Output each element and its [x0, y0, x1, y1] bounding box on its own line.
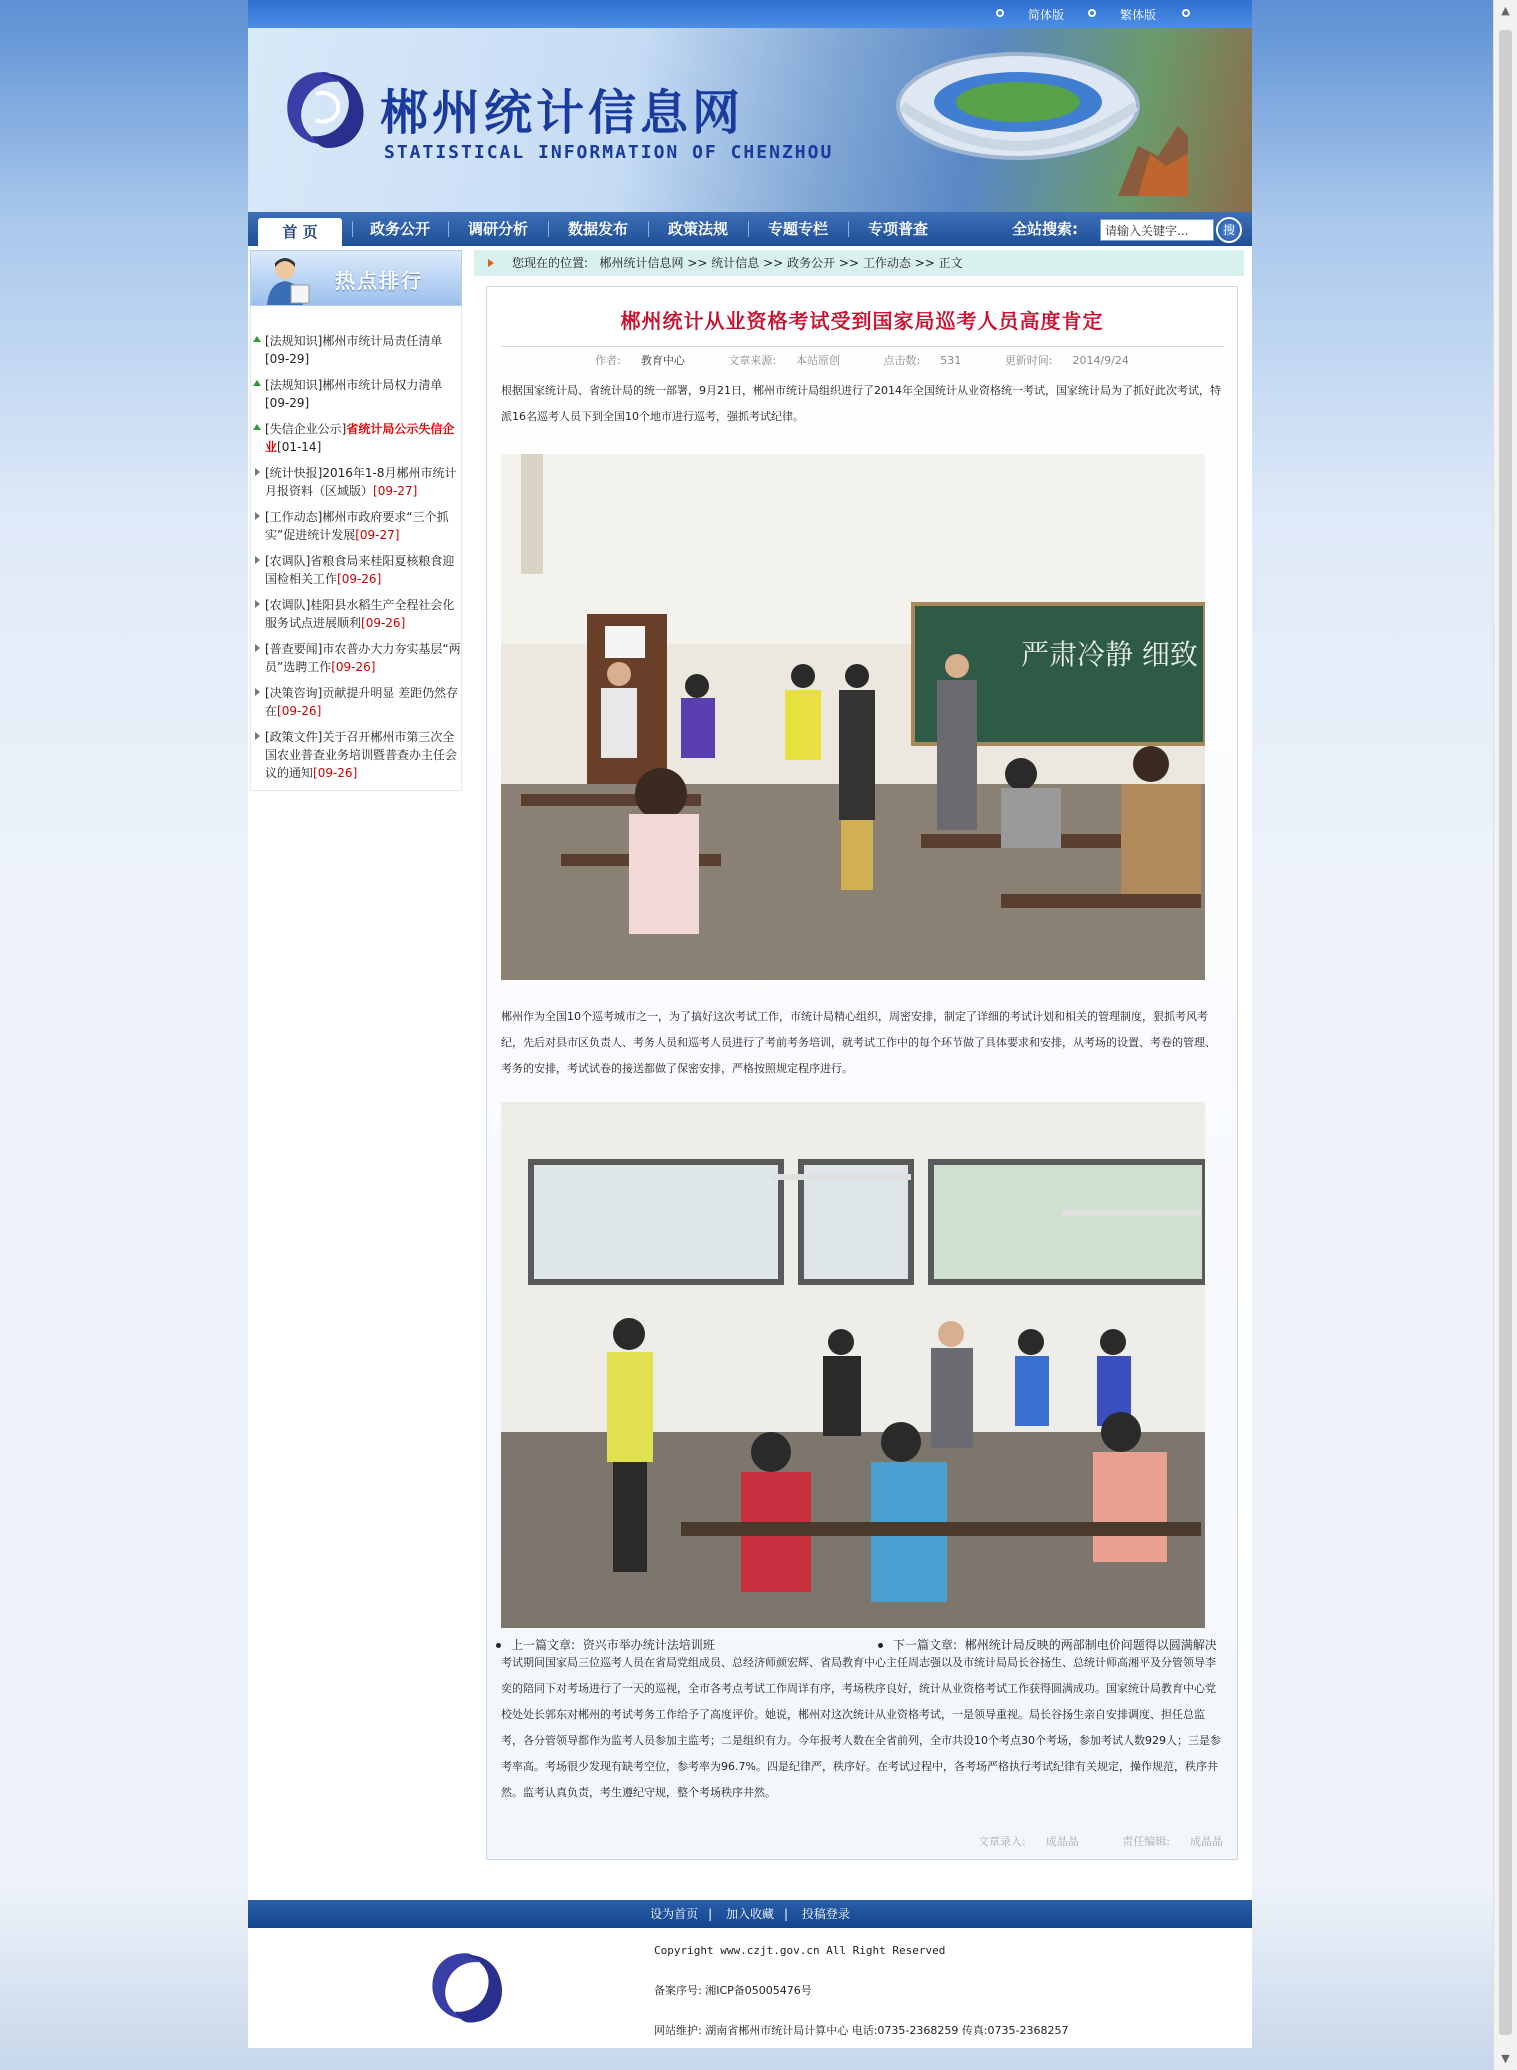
hot-item-text: [农调队]桂阳县水稻生产全程社会化服务试点进展顺利 — [265, 598, 455, 630]
article-editors — [938, 1833, 1223, 1849]
nav-separator — [748, 221, 749, 237]
breadcrumb — [474, 250, 1244, 276]
breadcrumb-prefix: 您现在的位置: — [512, 256, 589, 270]
next-article[interactable] — [878, 1636, 1217, 1653]
hot-list — [250, 306, 462, 791]
lang-simplified-link[interactable]: 简体版 — [1028, 8, 1065, 22]
nav-separator — [548, 221, 549, 237]
hot-list-item[interactable] — [251, 596, 461, 632]
scrollbar[interactable] — [1493, 0, 1517, 2070]
breadcrumb-inner — [512, 250, 963, 276]
content-column — [474, 250, 1244, 1860]
prev-next-nav — [248, 1632, 1252, 1656]
article — [486, 286, 1238, 1860]
breadcrumb-link[interactable]: 郴州统计信息网 — [599, 256, 684, 270]
arrow-right-icon — [255, 556, 260, 564]
hot-list-item[interactable] — [251, 376, 461, 412]
responsible-editor: 成晶晶 — [1190, 1835, 1223, 1848]
hot-item-text: [法规知识]郴州市统计局权力清单 — [265, 378, 443, 392]
hot-item-date: [09-27] — [373, 484, 418, 498]
add-favorite-link[interactable]: 加入收藏 — [725, 1907, 774, 1921]
hot-list-item[interactable] — [251, 420, 461, 456]
prev-label: 上一篇文章: — [511, 1638, 576, 1652]
lang-traditional-link[interactable]: 繁体版 — [1120, 8, 1157, 22]
hot-list-item[interactable] — [251, 684, 461, 720]
trend-up-icon — [253, 424, 261, 430]
nav-item-special-topics[interactable]: 专题专栏 — [767, 220, 828, 238]
editor-label: 责任编辑: — [1122, 1835, 1170, 1848]
nav-item-home[interactable]: 首 页 — [258, 218, 342, 246]
maintenance-text: 网站维护: 湖南省郴州市统计局计算中心 电话:0735-2368259 传真:0735-2368257 — [654, 2024, 1069, 2037]
bullet-icon — [1182, 9, 1190, 17]
page-wrapper — [248, 0, 1252, 2055]
meta-updated: 2014/9/24 — [1072, 354, 1129, 367]
hot-item-text: [农调队]省粮食局来桂阳夏核粮食迎国检相关工作 — [265, 554, 455, 586]
breadcrumb-link[interactable]: 工作动态 — [862, 256, 911, 270]
breadcrumb-sep: >> — [763, 256, 784, 270]
breadcrumb-link[interactable]: 统计信息 — [711, 256, 760, 270]
site-logo-icon — [278, 64, 370, 154]
hot-list-item[interactable] — [251, 728, 461, 782]
search-input[interactable] — [1100, 219, 1214, 241]
blackboard-text: 严肃冷静 细致 — [1021, 638, 1198, 671]
main-nav — [248, 212, 1252, 246]
hot-list-item[interactable] — [251, 640, 461, 676]
nav-item-gov-affairs[interactable]: 政务公开 — [369, 220, 430, 238]
person-icon — [265, 255, 311, 305]
meta-label: 点击数: — [883, 354, 921, 367]
footer — [248, 1928, 1252, 2048]
breadcrumb-link[interactable]: 政务公开 — [787, 256, 836, 270]
hot-item-date: [09-26] — [313, 766, 358, 780]
stadium-graphic-icon — [888, 36, 1188, 196]
article-title: 郴州统计从业资格考试受到国家局巡考人员高度肯定 — [620, 309, 1104, 333]
main-area — [248, 246, 1252, 1906]
article-photo — [501, 1102, 1205, 1628]
arrow-right-icon — [488, 259, 494, 267]
meta-label: 作者: — [595, 354, 621, 367]
nav-separator — [352, 221, 353, 237]
hot-item-text: [法规知识]郴州市统计局责任清单 — [265, 334, 443, 348]
hot-item-date: [09-26] — [277, 704, 322, 718]
hot-list-item[interactable] — [251, 332, 461, 368]
meta-source: 本站原创 — [796, 354, 841, 367]
set-homepage-link[interactable]: 设为首页 — [650, 1907, 699, 1921]
hot-list-item[interactable] — [251, 464, 461, 500]
hot-item-text: [政策文件]关于召开郴州市第三次全国农业普查业务培训暨普查办主任会议的通知 — [265, 730, 458, 780]
arrow-right-icon — [255, 468, 260, 476]
hot-item-date: [09-26] — [331, 660, 376, 674]
bullet-icon — [878, 1643, 883, 1648]
nav-separator — [848, 221, 849, 237]
nav-item-data-release[interactable]: 数据发布 — [567, 220, 628, 238]
search-button[interactable]: 搜 — [1216, 217, 1242, 243]
hot-item-date: [09-26] — [337, 572, 382, 586]
hot-item-highlight: 省统计局公示失信企业 — [265, 422, 455, 454]
meta-label: 更新时间: — [1004, 354, 1053, 367]
bullet-icon — [1088, 9, 1096, 17]
arrow-right-icon — [255, 512, 260, 520]
nav-separator — [648, 221, 649, 237]
prev-link[interactable]: 资兴市举办统计法培训班 — [582, 1638, 715, 1652]
site-subtitle: STATISTICAL INFORMATION OF CHENZHOU — [384, 142, 834, 163]
article-paragraph: 郴州作为全国10个巡考城市之一，为了搞好这次考试工作，市统计局精心组织，周密安排，制定了详细的考试计划和相关的管理制度，狠抓考风考纪，先后对县市区负责人、考务人员和巡考人员进行了考前考务培训，就考试工作中的每个环节做了具体要求和安排，从考场的设置、考卷的管理、考务的安排，考试试卷的接送都做了保密安排，严格按照规定程序进行。 — [501, 1010, 1216, 1075]
hot-item-date: [09-29] — [265, 352, 310, 366]
nav-item-research[interactable]: 调研分析 — [467, 220, 528, 238]
hot-item-text: [统计快报]2016年1-8月郴州市统计月报资料（区域版） — [265, 466, 457, 498]
meta-label: 文章来源: — [728, 354, 777, 367]
hot-ranking-title: 热点排行 — [335, 269, 423, 293]
breadcrumb-sep: >> — [838, 256, 860, 270]
next-label: 下一篇文章: — [893, 1638, 958, 1652]
bullet-icon — [996, 9, 1004, 17]
hot-item-text: [决策咨询]贡献提升明显 差距仍然存在 — [265, 686, 459, 718]
scroll-up-icon[interactable]: ▲ — [1501, 4, 1510, 17]
scroll-down-icon[interactable]: ▼ — [1501, 2052, 1510, 2065]
nav-item-policy[interactable]: 政策法规 — [667, 220, 728, 238]
arrow-right-icon — [255, 732, 260, 740]
classroom-photo-icon — [501, 454, 1205, 980]
hot-item-date: [01-14] — [277, 440, 322, 454]
article-photo — [501, 454, 1205, 980]
arrow-right-icon — [255, 600, 260, 608]
copyright-text: Copyright www.czjt.gov.cn All Right Reserved — [654, 1944, 946, 1957]
article-meta — [501, 346, 1223, 368]
breadcrumb-current: 正文 — [938, 256, 963, 270]
exam-room-photo-icon — [501, 1102, 1205, 1628]
scrollbar-thumb[interactable] — [1499, 30, 1512, 2035]
nav-item-census[interactable]: 专项普查 — [867, 220, 928, 238]
hot-ranking-header — [250, 250, 462, 306]
entered-by: 成晶晶 — [1045, 1835, 1079, 1848]
prev-article[interactable] — [496, 1636, 715, 1653]
footer-logo-icon — [424, 1946, 508, 2028]
breadcrumb-sep: >> — [914, 256, 935, 270]
icp-text: 备案序号: 湘ICP备05005476号 — [654, 1984, 812, 1997]
sidebar — [250, 250, 462, 791]
hot-item-text: [普查要闻]市农普办大力夯实基层“两员”选聘工作 — [265, 642, 461, 674]
hot-list-item[interactable] — [251, 552, 461, 588]
hot-item-date: [09-29] — [265, 396, 310, 410]
footer-nav: 设为首页 | 加入收藏 | 投稿登录 — [248, 1900, 1252, 1928]
nav-separator — [448, 221, 449, 237]
trend-up-icon — [253, 380, 261, 386]
trend-up-icon — [253, 336, 261, 342]
article-paragraph: 考试期间国家局三位巡考人员在省局党组成员、总经济师颜宏辉、省局教育中心主任周志强以及市统计局局长谷扬生、总统计师高湘平及分管领导李奕的陪同下对考场进行了一天的巡视，全市各考点考试工作周详有序，考场秩序良好，统计从业资格考试工作获得圆满成功。国家统计局教育中心党校处处长郭东对郴州的考试考务工作给予了高度评价。她说，郴州对这次统计从业资格考试，一是领导重视。局长谷扬生亲自安排调度、担任总监考，各分管领导都作为监考人员参加主监考；二是组织有力。今年报考人数在全省前列，全市共设10个考点30个考场，参加考试人数929人；三是参考率高。考场很少发现有缺考空位，参考率为96.7%。四是纪律严，秩序好。在考试过程中，各考场严格执行考试纪律有关规定，操作规范，秩序井然。监考认真负责，考生遵纪守规，整个考场秩序井然。 — [501, 1656, 1221, 1799]
arrow-right-icon — [255, 644, 260, 652]
hot-item-date: [09-27] — [355, 528, 400, 542]
top-bar — [248, 0, 1252, 28]
meta-author: 教育中心 — [640, 354, 685, 367]
arrow-right-icon — [255, 688, 260, 696]
hot-item-text: [失信企业公示] — [265, 422, 347, 436]
hot-item-date: [09-26] — [361, 616, 406, 630]
site-title: 郴州统计信息网 — [380, 85, 745, 141]
article-paragraph: 根据国家统计局、省统计局的统一部署，9月21日，郴州市统计局组织进行了2014年全国统计从业资格统一考试，国家统计局为了抓好此次考试，特派16名巡考人员下到全国10个地市进行巡考，强抓考试纪律。 — [501, 384, 1221, 423]
submit-login-link[interactable]: 投稿登录 — [801, 1907, 850, 1921]
editor-label: 文章录入: — [978, 1835, 1026, 1848]
next-link[interactable]: 郴州统计局反映的两部制电价问题得以圆满解决 — [964, 1638, 1217, 1652]
bullet-icon — [496, 1643, 501, 1648]
search-label: 全站搜索: — [1012, 220, 1078, 238]
hot-list-item[interactable] — [251, 508, 461, 544]
breadcrumb-sep: >> — [687, 256, 708, 270]
header-banner — [248, 28, 1252, 212]
meta-clicks: 531 — [940, 354, 962, 367]
hot-item-text: [工作动态]郴州市政府要求“三个抓实”促进统计发展 — [265, 510, 449, 542]
